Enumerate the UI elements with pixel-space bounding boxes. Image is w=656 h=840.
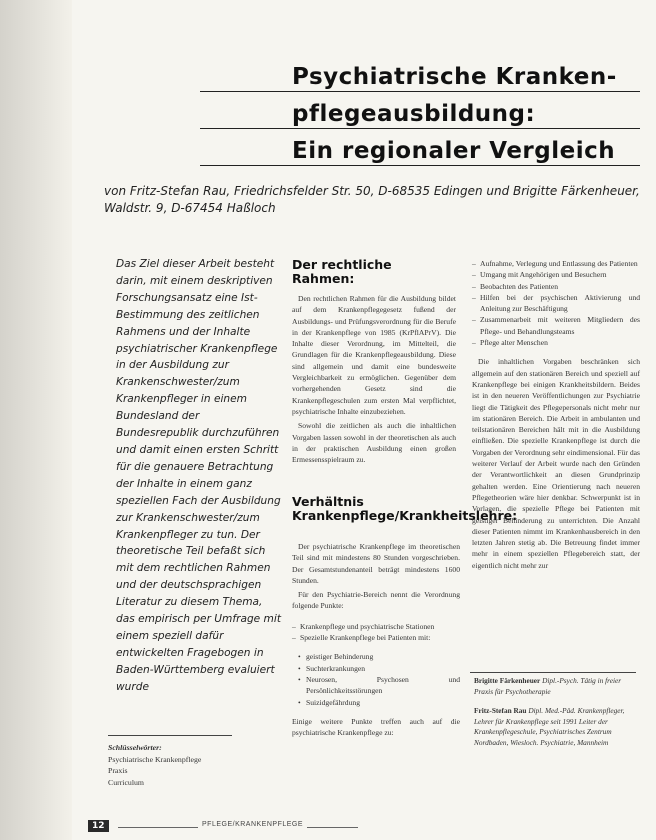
page-number: 12 (88, 820, 109, 832)
paragraph: Sowohl die zeitlichen als auch die inhaltlichen Vorgaben lassen sowohl in der theoretischen als auch in der praktischen Ausbildung einen großen Ermessensspielraum zu. (292, 421, 456, 465)
list-item: – Beobachten des Patienten (472, 281, 640, 292)
bio-name: Brigitte Färkenheuer (474, 676, 541, 685)
paragraph: Der psychiatrische Krankenpflege im theoretischen Teil sind mit mindestens 80 Stunden vorgeschrieben. Der Gesamtstundenanteil beträgt mindestens 1600 Stunden. (292, 542, 460, 585)
list-item: – Spezielle Krankenpflege bei Patienten mit: (292, 632, 460, 643)
article-title-line-1: Psychiatrische Kranken- (292, 64, 617, 90)
section-heading-relation: Verhältnis Krankenpflege/Krankheitslehre: (292, 494, 518, 523)
list-item: – Aufnahme, Verlegung und Entlassung des Patienten (472, 258, 640, 269)
section-heading-legal-framework: Der rechtliche Rahmen: (292, 257, 392, 286)
dash-list (472, 258, 640, 348)
keyword: Praxis (108, 766, 128, 775)
author-line: von Fritz-Stefan Rau, Friedrichsfelder Str. 50, D-68535 Edingen und Brigitte Färkenheuer, Waldstr. 9, D-67454 Haßloch (104, 184, 640, 215)
journal-name: PFLEGE/KRANKENPFLEGE (198, 821, 307, 828)
paragraph: Die inhaltlichen Vorgaben beschränken sich allgemein auf den stationären Bereich und speziell auf Krankenpflege bei einigen Krankheitsbildern. Beides ist in den neueren Veröffentlichungen zur Psychiatrie liegt die Tätigkeit des Pflegepersonals nicht mehr nur im stationären Bereich. Die Arbeit in ambulanten und teilstationären Bereichen hält mit in die Ausbildung einfließen. Die spezielle Krankenpflege ist durch die Vorgaben der Verordnung sehr eindimensional. Für das weiterer Verlauf der Arbeit wurde nach den Gründen der Verantwortlichkeit an diesen Grundprinzip gehalten werden. Eine Orientierung nach neueren Pflegetheorien wäre hier denkbar. Schwerpunkt ist in Vorlagen, die spezielle Pflege bei Patienten mit geistiger Behinderung zu unterrichten. Die Anzahl dieser Patienten nimmt im Krankenhausbereich in den letzten Jahren stetig ab. Die Betreuung findet immer mehr in einem speziellen Pflegebereich statt, der eigentlich nicht mehr zur (472, 357, 640, 570)
list-item: – Umgang mit Angehörigen und Besuchern (472, 269, 640, 280)
author-bio-faerkenheuer (474, 676, 634, 697)
list-item: – Pflege alter Menschen (472, 337, 640, 348)
bio-text: Dipl. Med.-Päd. Krankenpfleger, Lehrer für Krankenpflege seit 1991 Leiter der Krankenpflegeschule, Psychiatrisches Zentrum Nordbaden, Wiesloch. Psychiatrie, Mannheim (474, 706, 625, 747)
author-bio-rau (474, 706, 634, 748)
binding-shadow (0, 0, 72, 840)
dash-list (292, 621, 460, 644)
abstract: Das Ziel dieser Arbeit besteht darin, mit einem deskriptiven Forschungsansatz eine Ist-Bestimmung des zeitlichen Rahmens und der Inhalte psychiatrischer Krankenpflege in der Ausbildung zur Krankenschwester/zum Krankenpfleger in einem Bundesland der Bundesrepublik durchzuführen und damit einen ersten Schritt für die genauere Betrachtung der Inhalte in einem ganz speziellen Fach der Ausbildung zur Krankenschwester/zum Krankenpfleger zu tun. Der theoretische Teil befaßt sich mit dem rechtlichen Rahmen und der deutschsprachigen Literatur zu diesem Thema, das empirisch per Umfrage mit einem speziell dafür entwickelten Fragebogen in Baden-Württemberg evaluiert wurde (116, 258, 281, 693)
page-footer (88, 820, 388, 834)
section-relation-body (292, 541, 460, 741)
list-item: • Neurosen, Psychosen und Persönlichkeitsstörungen (298, 674, 460, 697)
keywords-label: Schlüsselwörter: (108, 743, 162, 752)
list-item: – Zusammenarbeit mit weiteren Mitgliedern des Pflege- und Behandlungsteams (472, 314, 640, 337)
paragraph: Den rechtlichen Rahmen für die Ausbildung bildet auf dem Krankenpflegegesetz fußend der Ausbildungs- und Prüfungsverordnung für die Berufe in der Krankenpflege von 1985 (KrPflAPrV). Die Inhalte dieser Verordnung, im Mittelteil, die Grundlagen für die Krankenpflegeausbildung. Diese sind allgemein und damit eine bundesweite Vergleichbarkeit zu ermöglichen. Gegenüber dem vorhergehenden Gesetz sind die Krankenpflegeschulen zum ersten Mal verpflichtet, psychiatrische Inhalte einzubeziehen. (292, 294, 456, 416)
bullet-list (292, 651, 460, 707)
keyword: Curriculum (108, 777, 144, 787)
list-item: • Suizidgefährdung (298, 697, 460, 708)
title-rule (200, 128, 640, 129)
bio-text: Dipl.-Psych. Tätig in freier Praxis für Psychotherapie (474, 676, 622, 696)
title-rule (200, 91, 640, 92)
list-item: • geistiger Behinderung (298, 651, 460, 662)
paragraph: Einige weitere Punkte treffen auch auf die psychiatrische Krankenpflege zu: (292, 716, 460, 738)
keywords (108, 742, 278, 788)
bios-rule (470, 672, 636, 673)
keywords-rule (108, 735, 232, 736)
list-item: – Krankenpflege und psychiatrische Stationen (292, 621, 460, 632)
bio-name: Fritz-Stefan Rau (474, 706, 527, 715)
paragraph: Für den Psychiatrie-Bereich nennt die Verordnung folgende Punkte: (292, 590, 460, 611)
section-legal-framework-body (292, 293, 456, 468)
title-rule (200, 165, 640, 166)
list-item: – Hilfen bei der psychischen Aktivierung und Anleitung zur Beschäftigung (472, 292, 640, 315)
keyword: Psychiatrische Krankenpflege (108, 754, 202, 764)
right-column-body (472, 258, 640, 574)
article-title-line-2: pflegeausbildung: (292, 101, 536, 127)
article-title-line-3: Ein regionaler Vergleich (292, 138, 616, 164)
list-item: • Suchterkrankungen (298, 663, 460, 674)
